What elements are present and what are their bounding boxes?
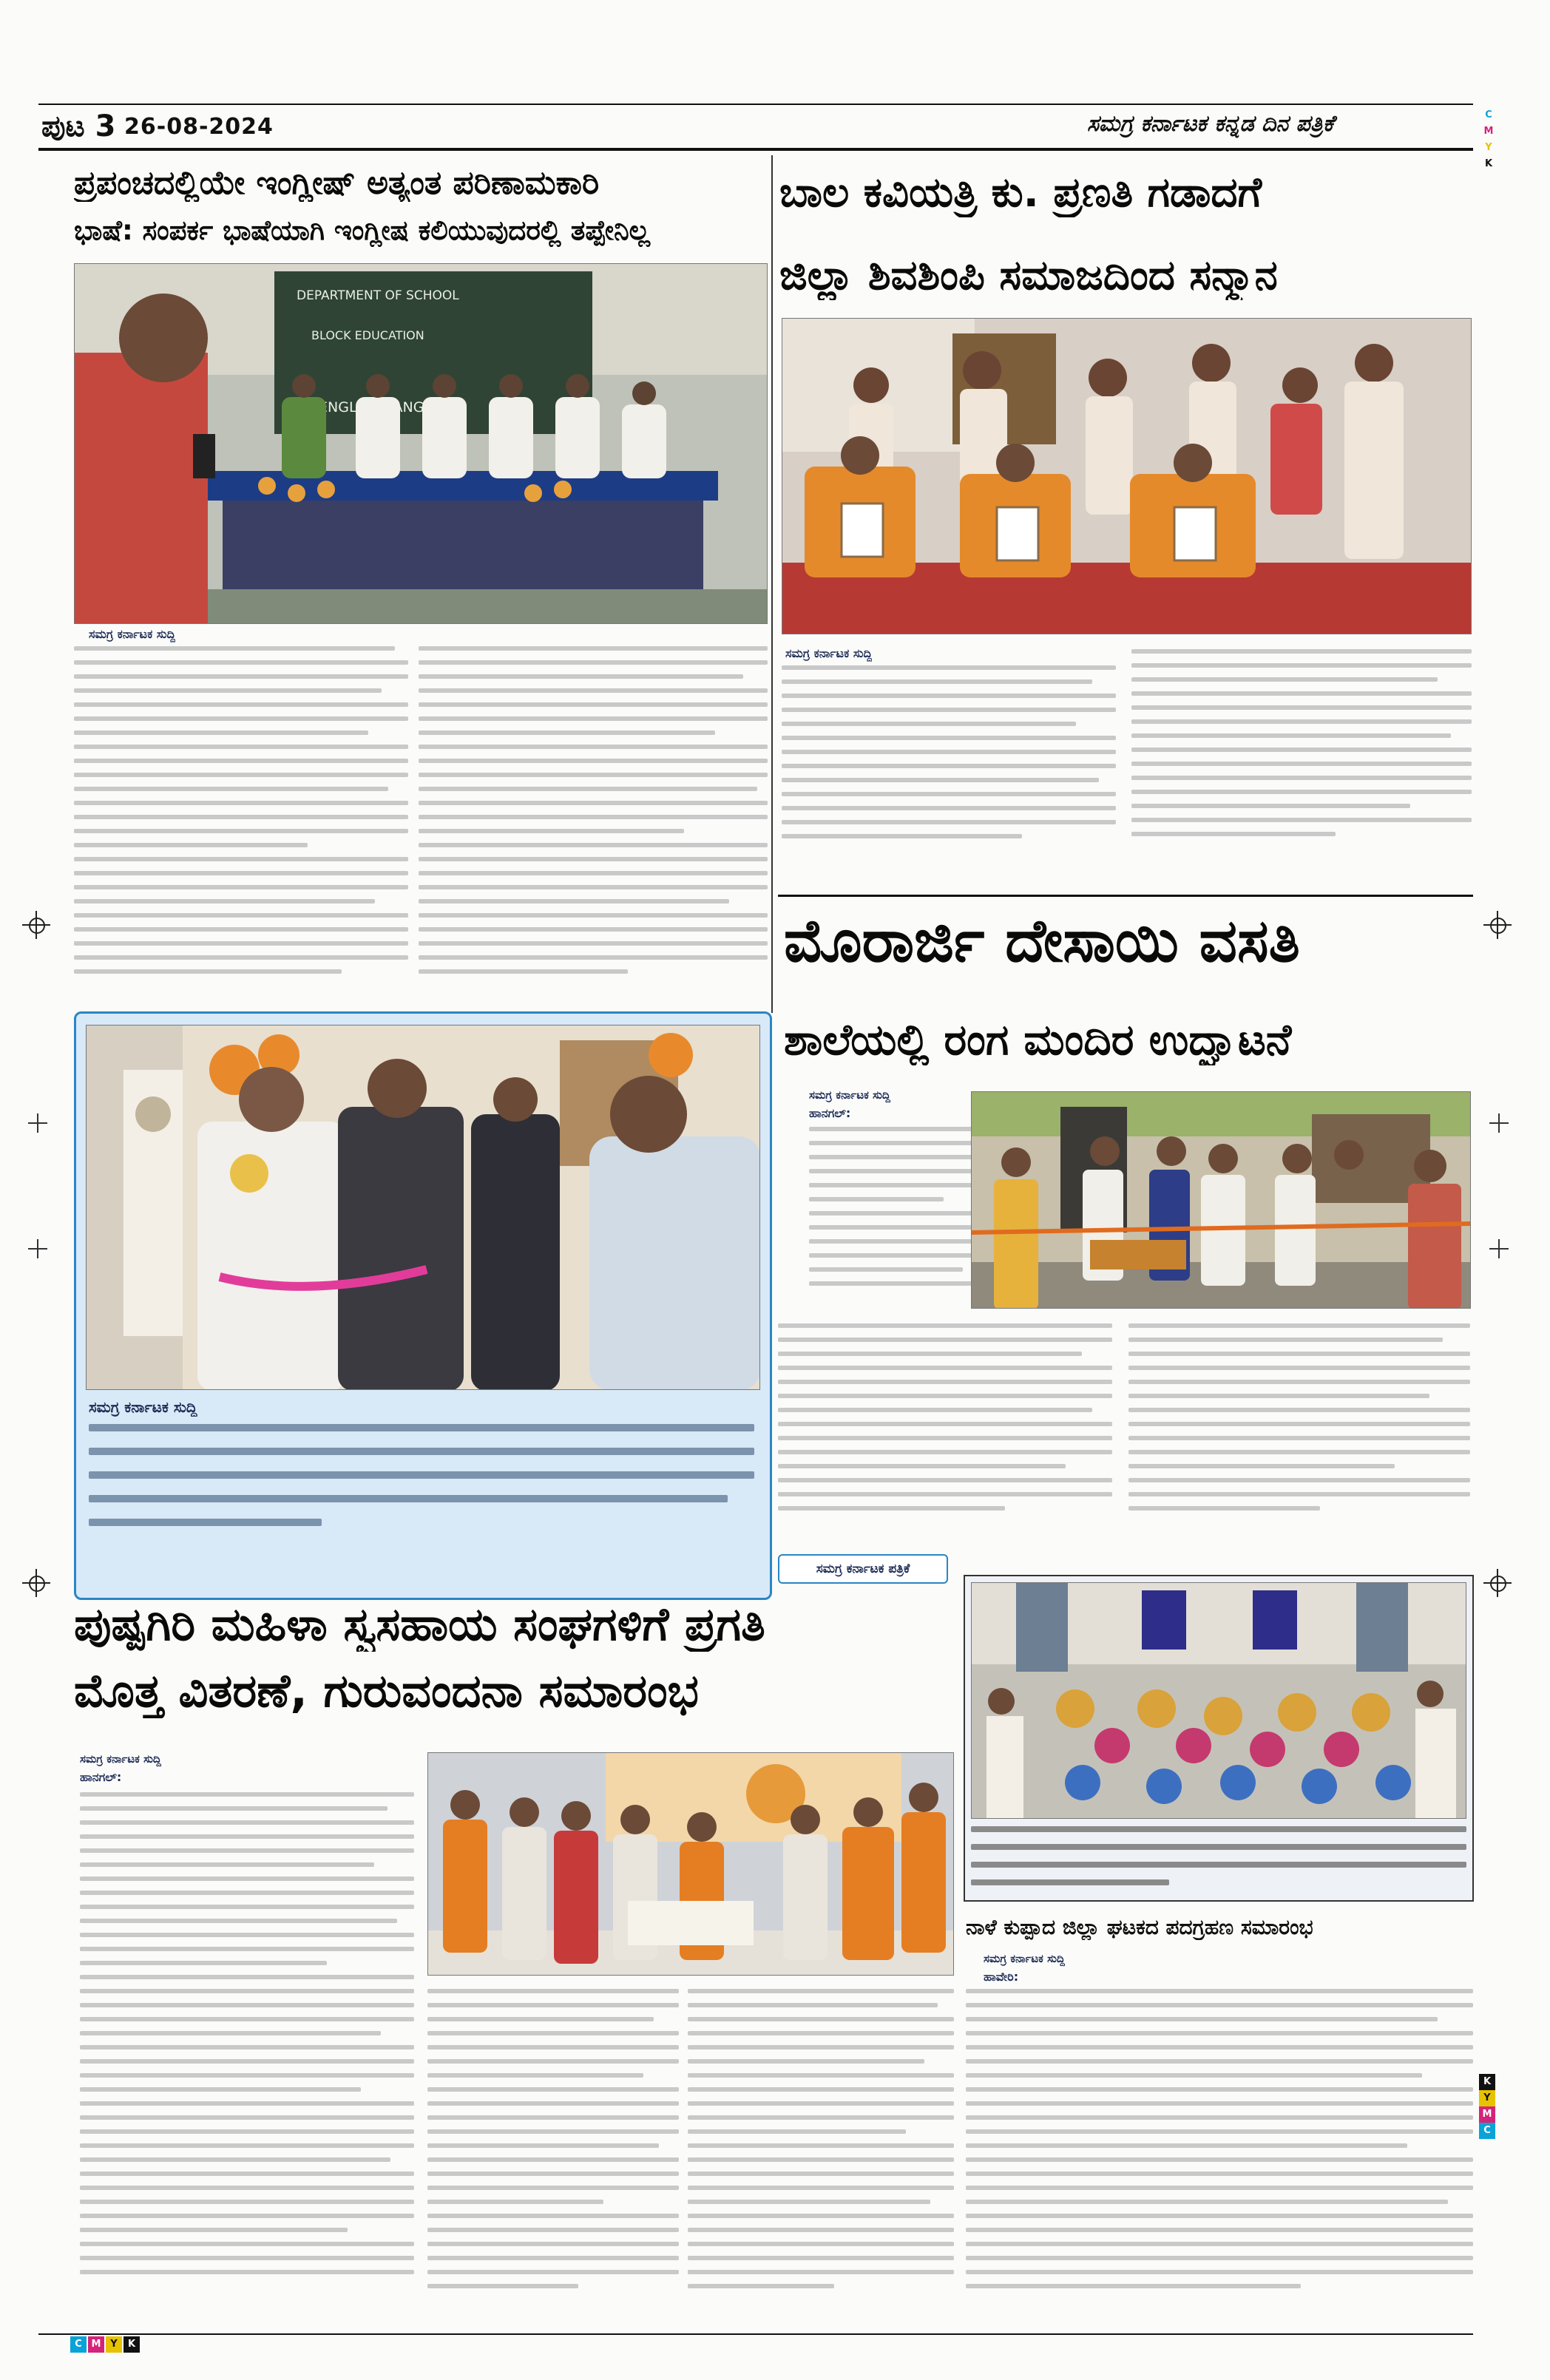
story6-dateline: ಹಾವೇರಿ: bbox=[984, 1970, 1019, 1984]
page-label: ಪುಟ 3 bbox=[41, 109, 116, 143]
story4-badge bbox=[778, 1554, 948, 1584]
story5-headline-2: ಮೊತ್ತ ವಿತರಣೆ, ಗುರುವಂದನಾ ಸಮಾರಂಭ bbox=[74, 1664, 699, 1718]
story6-byline bbox=[984, 1952, 1065, 1971]
story5-byline-text: ಸಮಗ್ರ ಕರ್ನಾಟಕ ಸುದ್ದಿ bbox=[80, 1752, 161, 1766]
man-white-shirt bbox=[197, 1122, 345, 1390]
story5-headline-1: ಪುಷ್ಪಗಿರಿ ಮಹಿಳಾ ಸ್ವಸಹಾಯ ಸಂಘಗಳಿಗೆ ಪ್ರಗತಿ bbox=[74, 1597, 765, 1651]
registration-mark bbox=[1483, 1569, 1512, 1597]
story4-caption-text bbox=[89, 1424, 754, 1587]
chalk-line-3: ENGLISH bbox=[319, 399, 381, 416]
story4-box-label: ಸಮಗ್ರ ಕರ್ನಾಟಕ ಸುದ್ದಿ bbox=[89, 1398, 197, 1416]
black-swatch: K bbox=[1484, 158, 1493, 169]
column-divider bbox=[771, 155, 773, 1013]
story5-photo bbox=[427, 1752, 954, 1976]
yellow-swatch: Y bbox=[1485, 142, 1492, 153]
story5-body-mid bbox=[427, 1989, 679, 2329]
crop-mark bbox=[1489, 1113, 1509, 1133]
speaker bbox=[75, 353, 208, 624]
story4-photo bbox=[86, 1025, 760, 1390]
story5-byline bbox=[80, 1752, 161, 1772]
story3-photo bbox=[971, 1091, 1471, 1309]
story1-photo bbox=[74, 263, 768, 624]
story2-headline-2: ಜಿಲ್ಲಾ ಶಿವಶಿಂಪಿ ಸಮಾಜದಿಂದ ಸನ್ಮಾನ bbox=[779, 251, 1278, 299]
top-rule bbox=[38, 104, 1473, 105]
chalk-line-1: DEPARTMENT OF SCHOOL bbox=[297, 288, 459, 303]
registration-mark bbox=[22, 1569, 50, 1597]
story5-dateline: ಹಾನಗಲ್: bbox=[80, 1770, 122, 1784]
story3-byline-text: ಸಮಗ್ರ ಕರ್ನಾಟಕ ಸುದ್ದಿ bbox=[809, 1088, 890, 1102]
yellow-swatch: Y bbox=[1479, 2090, 1495, 2106]
cyan-swatch: C bbox=[1485, 109, 1492, 121]
registration-mark bbox=[1483, 911, 1512, 939]
story2-body-right bbox=[1131, 649, 1472, 886]
story6-headline: ನಾಳೆ ಕುಪ್ಪಾದ ಜಿಲ್ಲಾ ಘಟಕದ ಪದಗ್ರಹಣ ಸಮಾರಂಭ bbox=[966, 1915, 1313, 1939]
story6-byline-text: ಸಮಗ್ರ ಕರ್ನಾಟಕ ಸುದ್ದಿ bbox=[984, 1952, 1065, 1965]
issue-date: 26-08-2024 bbox=[124, 114, 274, 140]
kids-photo-caption bbox=[971, 1826, 1466, 1900]
story3-body-bottom-left bbox=[778, 1323, 1112, 1567]
story2-headline-1: ಬಾಲ ಕವಿಯತ್ರಿ ಕು. ಪ್ರಣತಿ ಗಡಾದಗೆ bbox=[779, 169, 1262, 217]
story3-headline-1: ಮೊರಾರ್ಜಿ ದೇಸಾಯಿ ವಸತಿ bbox=[784, 906, 1300, 975]
story2-bottom-rule bbox=[778, 895, 1473, 897]
black-swatch: K bbox=[123, 2336, 140, 2353]
magenta-swatch: M bbox=[1479, 2106, 1495, 2123]
crop-mark bbox=[28, 1113, 47, 1133]
magenta-swatch: M bbox=[88, 2336, 104, 2353]
footer-rule bbox=[38, 2333, 1473, 2335]
story3-headline-2: ಶಾಲೆಯಲ್ಲಿ ರಂಗ ಮಂದಿರ ಉದ್ಘಾಟನೆ bbox=[784, 1014, 1292, 1065]
story3-byline bbox=[809, 1088, 890, 1108]
story2-byline: ಸಮಗ್ರ ಕರ್ನಾಟಕ ಸುದ್ದಿ bbox=[785, 646, 873, 660]
magenta-swatch: M bbox=[1483, 126, 1494, 137]
story1-byline: ಸಮಗ್ರ ಕರ್ನಾಟಕ ಸುದ್ದಿ bbox=[89, 627, 176, 641]
chalk-line-2: BLOCK EDUCATION bbox=[311, 328, 424, 342]
story3-body-bottom-right bbox=[1128, 1323, 1470, 1567]
masthead: ಸಮಗ್ರ ಕರ್ನಾಟಕ ಕನ್ನಡ ದಿನ ಪತ್ರಿಕೆ bbox=[1087, 111, 1334, 137]
kids-photo bbox=[971, 1582, 1466, 1819]
story2-photo bbox=[782, 318, 1472, 634]
crop-mark bbox=[1489, 1239, 1509, 1258]
story5-body-right bbox=[688, 1989, 954, 2329]
story3-dateline: ಹಾನಗಲ್: bbox=[809, 1106, 851, 1120]
story5-body-left bbox=[80, 1792, 414, 2332]
cyan-swatch: C bbox=[70, 2336, 87, 2353]
cyan-swatch: C bbox=[1479, 2123, 1495, 2139]
story2-body-left bbox=[782, 665, 1116, 887]
story1-body-right bbox=[419, 646, 768, 1008]
black-swatch: K bbox=[1479, 2074, 1495, 2090]
story1-body-left bbox=[74, 646, 408, 1008]
story1-headline-1: ಪ್ರಪಂಚದಲ್ಲಿಯೇ ಇಂಗ್ಲೀಷ್ ಅತ್ಯಂತ ಪರಿಣಾಮಕಾರಿ bbox=[74, 164, 600, 202]
cmyk-strip-side bbox=[1479, 2074, 1497, 2139]
story1-headline-2: ಭಾಷೆ: ಸಂಪರ್ಕ ಭಾಷೆಯಾಗಿ ಇಂಗ್ಲೀಷ ಕಲಿಯುವುದರಲ್ಲಿ ತಪ್ಪೇನಿಲ್ಲ bbox=[74, 214, 651, 246]
story6-body bbox=[966, 1989, 1473, 2329]
cmyk-strip-top bbox=[1480, 107, 1497, 172]
crop-mark bbox=[28, 1239, 47, 1258]
story4-badge-text: ಸಮಗ್ರ ಕರ್ನಾಟಕ ಪತ್ರಿಕೆ bbox=[816, 1562, 910, 1576]
registration-mark bbox=[22, 911, 50, 939]
header-rule bbox=[38, 148, 1473, 151]
cmyk-strip-bottom bbox=[70, 2336, 140, 2353]
yellow-swatch: Y bbox=[106, 2336, 122, 2353]
